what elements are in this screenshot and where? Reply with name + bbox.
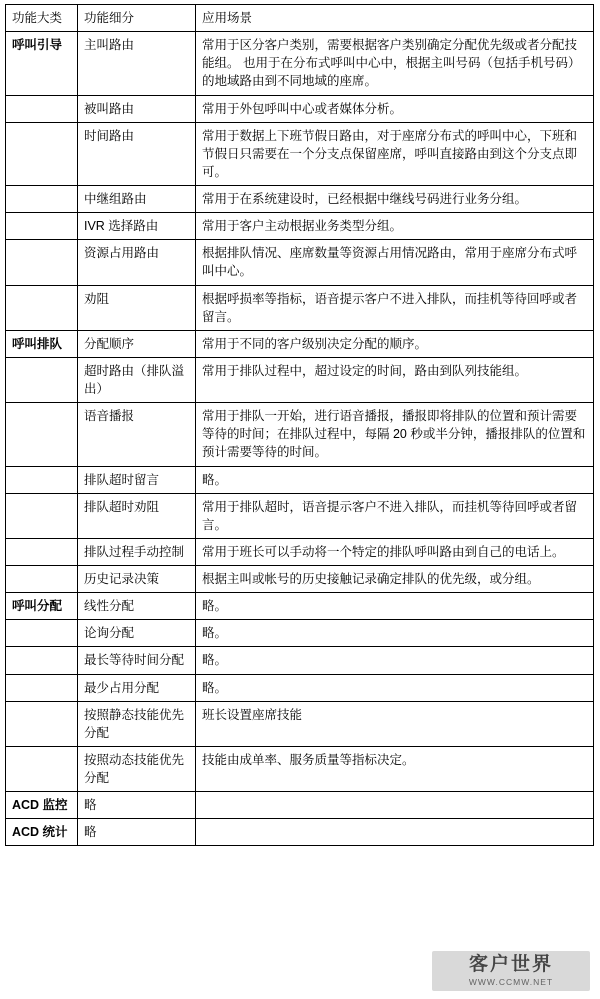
cell-category xyxy=(6,746,78,791)
cell-category xyxy=(6,240,78,285)
table-row xyxy=(6,95,594,122)
cell-category xyxy=(6,701,78,746)
watermark-url: WWW.CCMW.NET xyxy=(468,977,554,987)
watermark-title: 客户世界 xyxy=(468,954,553,975)
table-row xyxy=(6,330,594,357)
cell-category: 呼叫引导 xyxy=(6,32,78,95)
cell-scenario: 常用于外包呼叫中心或者媒体分析。 xyxy=(196,95,594,122)
cell-feature: 最少占用分配 xyxy=(78,674,196,701)
cell-scenario: 根据主叫或帐号的历史接触记录确定排队的优先级，或分组。 xyxy=(196,566,594,593)
table-row xyxy=(6,566,594,593)
cell-category xyxy=(6,285,78,330)
table-row xyxy=(6,186,594,213)
cell-feature: 超时路由（排队溢出） xyxy=(78,357,196,402)
cell-feature: 略 xyxy=(78,819,196,846)
cell-feature: 略 xyxy=(78,792,196,819)
cell-category: 呼叫分配 xyxy=(6,593,78,620)
feature-scenario-table xyxy=(5,4,594,846)
cell-category xyxy=(6,493,78,538)
table-row xyxy=(6,285,594,330)
table-row xyxy=(6,5,594,32)
cell-category xyxy=(6,538,78,565)
table-row xyxy=(6,792,594,819)
cell-scenario: 常用于不同的客户级别决定分配的顺序。 xyxy=(196,330,594,357)
table-row xyxy=(6,647,594,674)
table-row xyxy=(6,403,594,466)
cell-scenario: 技能由成单率、服务质量等指标决定。 xyxy=(196,746,594,791)
table-row xyxy=(6,466,594,493)
cell-category xyxy=(6,213,78,240)
table-row xyxy=(6,357,594,402)
column-header-scenario: 应用场景 xyxy=(196,5,594,32)
cell-scenario: 常用于排队超时，语音提示客户不进入排队，而挂机等待回呼或者留言。 xyxy=(196,493,594,538)
cell-scenario: 班长设置座席技能 xyxy=(196,701,594,746)
cell-category: ACD 监控 xyxy=(6,792,78,819)
cell-category xyxy=(6,466,78,493)
table-row xyxy=(6,240,594,285)
cell-scenario: 根据呼损率等指标，语音提示客户不进入排队，而挂机等待回呼或者留言。 xyxy=(196,285,594,330)
cell-category xyxy=(6,357,78,402)
cell-scenario: 常用于区分客户类别，需要根据客户类别确定分配优先级或者分配技能组。 也用于在分布式呼叫中心中，根据主叫号码（包括手机号码）的地域路由到不同地域的座席。 xyxy=(196,32,594,95)
cell-scenario: 常用于班长可以手动将一个特定的排队呼叫路由到自己的电话上。 xyxy=(196,538,594,565)
cell-feature: 按照动态技能优先分配 xyxy=(78,746,196,791)
cell-feature: 历史记录决策 xyxy=(78,566,196,593)
cell-category xyxy=(6,403,78,466)
cell-feature: 时间路由 xyxy=(78,122,196,185)
watermark xyxy=(432,951,590,991)
table-row xyxy=(6,746,594,791)
cell-feature: 最长等待时间分配 xyxy=(78,647,196,674)
cell-scenario: 常用于排队一开始，进行语音播报，播报即将排队的位置和预计需要等待的时间；在排队过程中，每隔 20 秒或半分钟，播报排队的位置和预计需要等待的时间。 xyxy=(196,403,594,466)
cell-scenario xyxy=(196,819,594,846)
cell-category xyxy=(6,95,78,122)
cell-feature: 劝阻 xyxy=(78,285,196,330)
table-row xyxy=(6,32,594,95)
cell-scenario: 略。 xyxy=(196,647,594,674)
cell-category xyxy=(6,122,78,185)
column-header-category: 功能大类 xyxy=(6,5,78,32)
table-row xyxy=(6,620,594,647)
cell-category: ACD 统计 xyxy=(6,819,78,846)
cell-feature: 资源占用路由 xyxy=(78,240,196,285)
cell-feature: IVR 选择路由 xyxy=(78,213,196,240)
cell-scenario: 略。 xyxy=(196,674,594,701)
table-row xyxy=(6,674,594,701)
cell-feature: 论询分配 xyxy=(78,620,196,647)
cell-scenario: 常用于客户主动根据业务类型分组。 xyxy=(196,213,594,240)
table-row xyxy=(6,701,594,746)
cell-category xyxy=(6,566,78,593)
table-row xyxy=(6,493,594,538)
cell-feature: 主叫路由 xyxy=(78,32,196,95)
cell-feature: 排队超时留言 xyxy=(78,466,196,493)
cell-scenario: 常用于排队过程中，超过设定的时间，路由到队列技能组。 xyxy=(196,357,594,402)
table-body xyxy=(6,5,594,846)
cell-feature: 排队超时劝阻 xyxy=(78,493,196,538)
cell-category xyxy=(6,674,78,701)
cell-feature: 语音播报 xyxy=(78,403,196,466)
cell-scenario: 常用于数据上下班节假日路由，对于座席分布式的呼叫中心，下班和节假日只需要在一个分支点保留座席，呼叫直接路由到这个分支点即可。 xyxy=(196,122,594,185)
cell-scenario: 根据排队情况、座席数量等资源占用情况路由，常用于座席分布式呼叫中心。 xyxy=(196,240,594,285)
cell-feature: 中继组路由 xyxy=(78,186,196,213)
column-header-feature: 功能细分 xyxy=(78,5,196,32)
cell-feature: 被叫路由 xyxy=(78,95,196,122)
table-row xyxy=(6,819,594,846)
cell-scenario: 略。 xyxy=(196,466,594,493)
document-page xyxy=(0,4,600,999)
cell-feature: 线性分配 xyxy=(78,593,196,620)
cell-feature: 分配顺序 xyxy=(78,330,196,357)
cell-scenario: 略。 xyxy=(196,620,594,647)
cell-category: 呼叫排队 xyxy=(6,330,78,357)
cell-category xyxy=(6,647,78,674)
table-row xyxy=(6,593,594,620)
cell-category xyxy=(6,186,78,213)
cell-category xyxy=(6,620,78,647)
table-row xyxy=(6,538,594,565)
table-row xyxy=(6,122,594,185)
cell-scenario xyxy=(196,792,594,819)
cell-scenario: 常用于在系统建设时，已经根据中继线号码进行业务分组。 xyxy=(196,186,594,213)
table-row xyxy=(6,213,594,240)
cell-feature: 排队过程手动控制 xyxy=(78,538,196,565)
cell-feature: 按照静态技能优先分配 xyxy=(78,701,196,746)
cell-scenario: 略。 xyxy=(196,593,594,620)
